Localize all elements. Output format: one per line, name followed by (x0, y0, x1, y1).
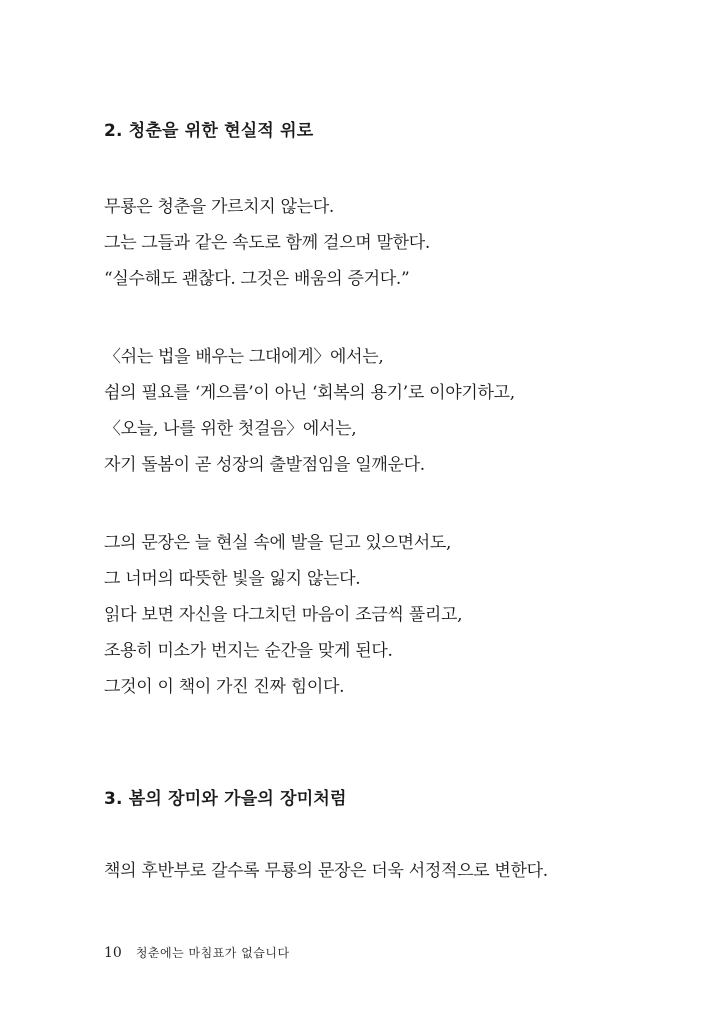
section-heading: 3. 봄의 장미와 가을의 장미처럼 (104, 789, 347, 809)
body-line: 그 너머의 따뜻한 빛을 잃지 않는다. (104, 569, 361, 589)
body-line: 〈오늘, 나를 위한 첫걸음〉에서는, (104, 419, 357, 439)
page-number: 10 (104, 945, 122, 961)
body-line: 무룡은 청춘을 가르치지 않는다. (104, 197, 335, 217)
body-line: 조용히 미소가 번지는 순간을 맞게 된다. (104, 641, 393, 661)
page-footer (104, 944, 290, 963)
section-heading: 2. 청춘을 위한 현실적 위로 (104, 121, 314, 141)
quote-line: “실수해도 괜찮다. 그것은 배움의 증거다.” (104, 269, 410, 289)
body-line: 〈쉬는 법을 배우는 그대에게〉에서는, (104, 347, 384, 367)
body-line: 그것이 이 책이 가진 진짜 힘이다. (104, 677, 345, 697)
body-line: 책의 후반부로 갈수록 무룡의 문장은 더욱 서정적으로 변한다. (104, 861, 548, 881)
body-line: 읽다 보면 자신을 다그치던 마음이 조금씩 풀리고, (104, 605, 463, 625)
body-line: 그의 문장은 늘 현실 속에 발을 딛고 있으면서도, (104, 533, 452, 553)
body-line: 쉼의 필요를 ‘게으름’이 아닌 ‘회복의 용기’로 이야기하고, (104, 383, 515, 403)
body-line: 자기 돌봄이 곧 성장의 출발점임을 일깨운다. (104, 455, 425, 475)
body-line: 그는 그들과 같은 속도로 함께 걸으며 말한다. (104, 233, 430, 253)
running-title: 청춘에는 마침표가 없습니다 (135, 946, 290, 960)
